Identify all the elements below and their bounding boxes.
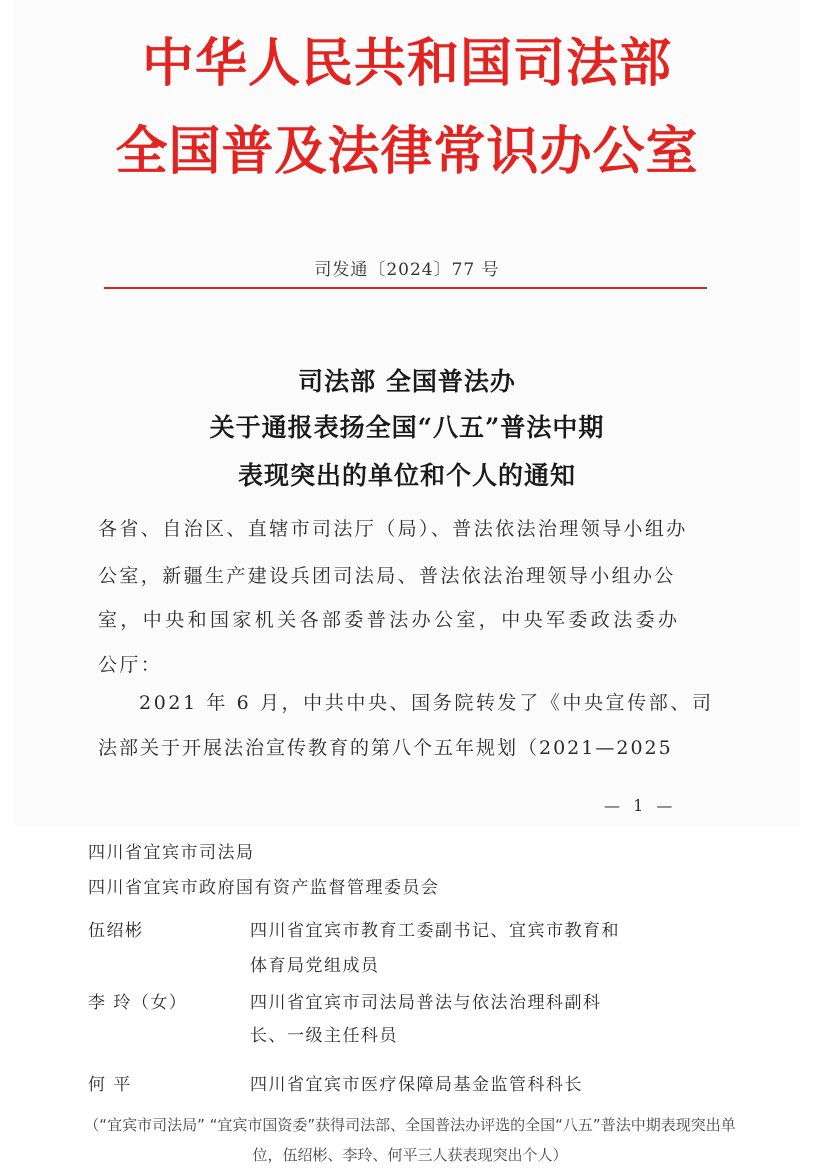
red-divider-line bbox=[104, 287, 707, 289]
unit-item: 四川省宜宾市政府国有资产监督管理委员会 bbox=[88, 878, 440, 898]
person-name: 李 玲（女） bbox=[88, 993, 188, 1013]
person-description: 长、一级主任科员 bbox=[250, 1026, 398, 1046]
person-name: 何 平 bbox=[88, 1075, 132, 1095]
unit-item: 四川省宜宾市司法局 bbox=[88, 843, 255, 863]
body-line: 法部关于开展法治宣传教育的第八个五年规划（2021—2025 bbox=[98, 737, 673, 759]
person-name: 伍绍彬 bbox=[88, 921, 144, 941]
person-description: 四川省宜宾市教育工委副书记、宜宾市教育和 bbox=[250, 921, 620, 941]
body-line: 2021 年 6 月，中共中央、国务院转发了《中央宣传部、司 bbox=[139, 692, 714, 714]
page-number: — 1 — bbox=[604, 796, 677, 815]
addressee-line: 室，中央和国家机关各部委普法办公室，中央军委政法委办 bbox=[98, 609, 681, 631]
notice-title-line1: 司法部 全国普法办 bbox=[298, 367, 516, 396]
agency-name-line1: 中华人民共和国司法部 bbox=[141, 34, 672, 94]
caption-line2: 位，伍绍彬、李玲、何平三人获表现突出个人） bbox=[252, 1146, 568, 1164]
notice-title-line2: 关于通报表扬全国“八五”普法中期 bbox=[209, 413, 605, 442]
caption-line1: （“宜宾市司法局” “宜宾市国资委”获得司法部、全国普法办评选的全国“八五”普法中期表现突出单 bbox=[84, 1116, 736, 1134]
addressee-line: 公室，新疆生产建设兵团司法局、普法依法治理领导小组办公 bbox=[98, 565, 676, 587]
addressee-line: 各省、自治区、直辖市司法厅（局）、普法依法治理领导小组办 bbox=[98, 518, 688, 540]
agency-name-line2: 全国普及法律常识办公室 bbox=[115, 122, 699, 182]
notice-title-line3: 表现突出的单位和个人的通知 bbox=[237, 461, 576, 490]
person-description: 四川省宜宾市司法局普法与依法治理科副科 bbox=[250, 993, 602, 1013]
addressee-line: 公厅： bbox=[98, 654, 163, 676]
document-number: 司发通〔2024〕77 号 bbox=[314, 260, 500, 280]
document-page-1 bbox=[14, 0, 800, 826]
person-description: 体育局党组成员 bbox=[250, 956, 380, 976]
person-description: 四川省宜宾市医疗保障局基金监管科科长 bbox=[250, 1075, 583, 1095]
image-caption bbox=[10, 1110, 810, 1170]
